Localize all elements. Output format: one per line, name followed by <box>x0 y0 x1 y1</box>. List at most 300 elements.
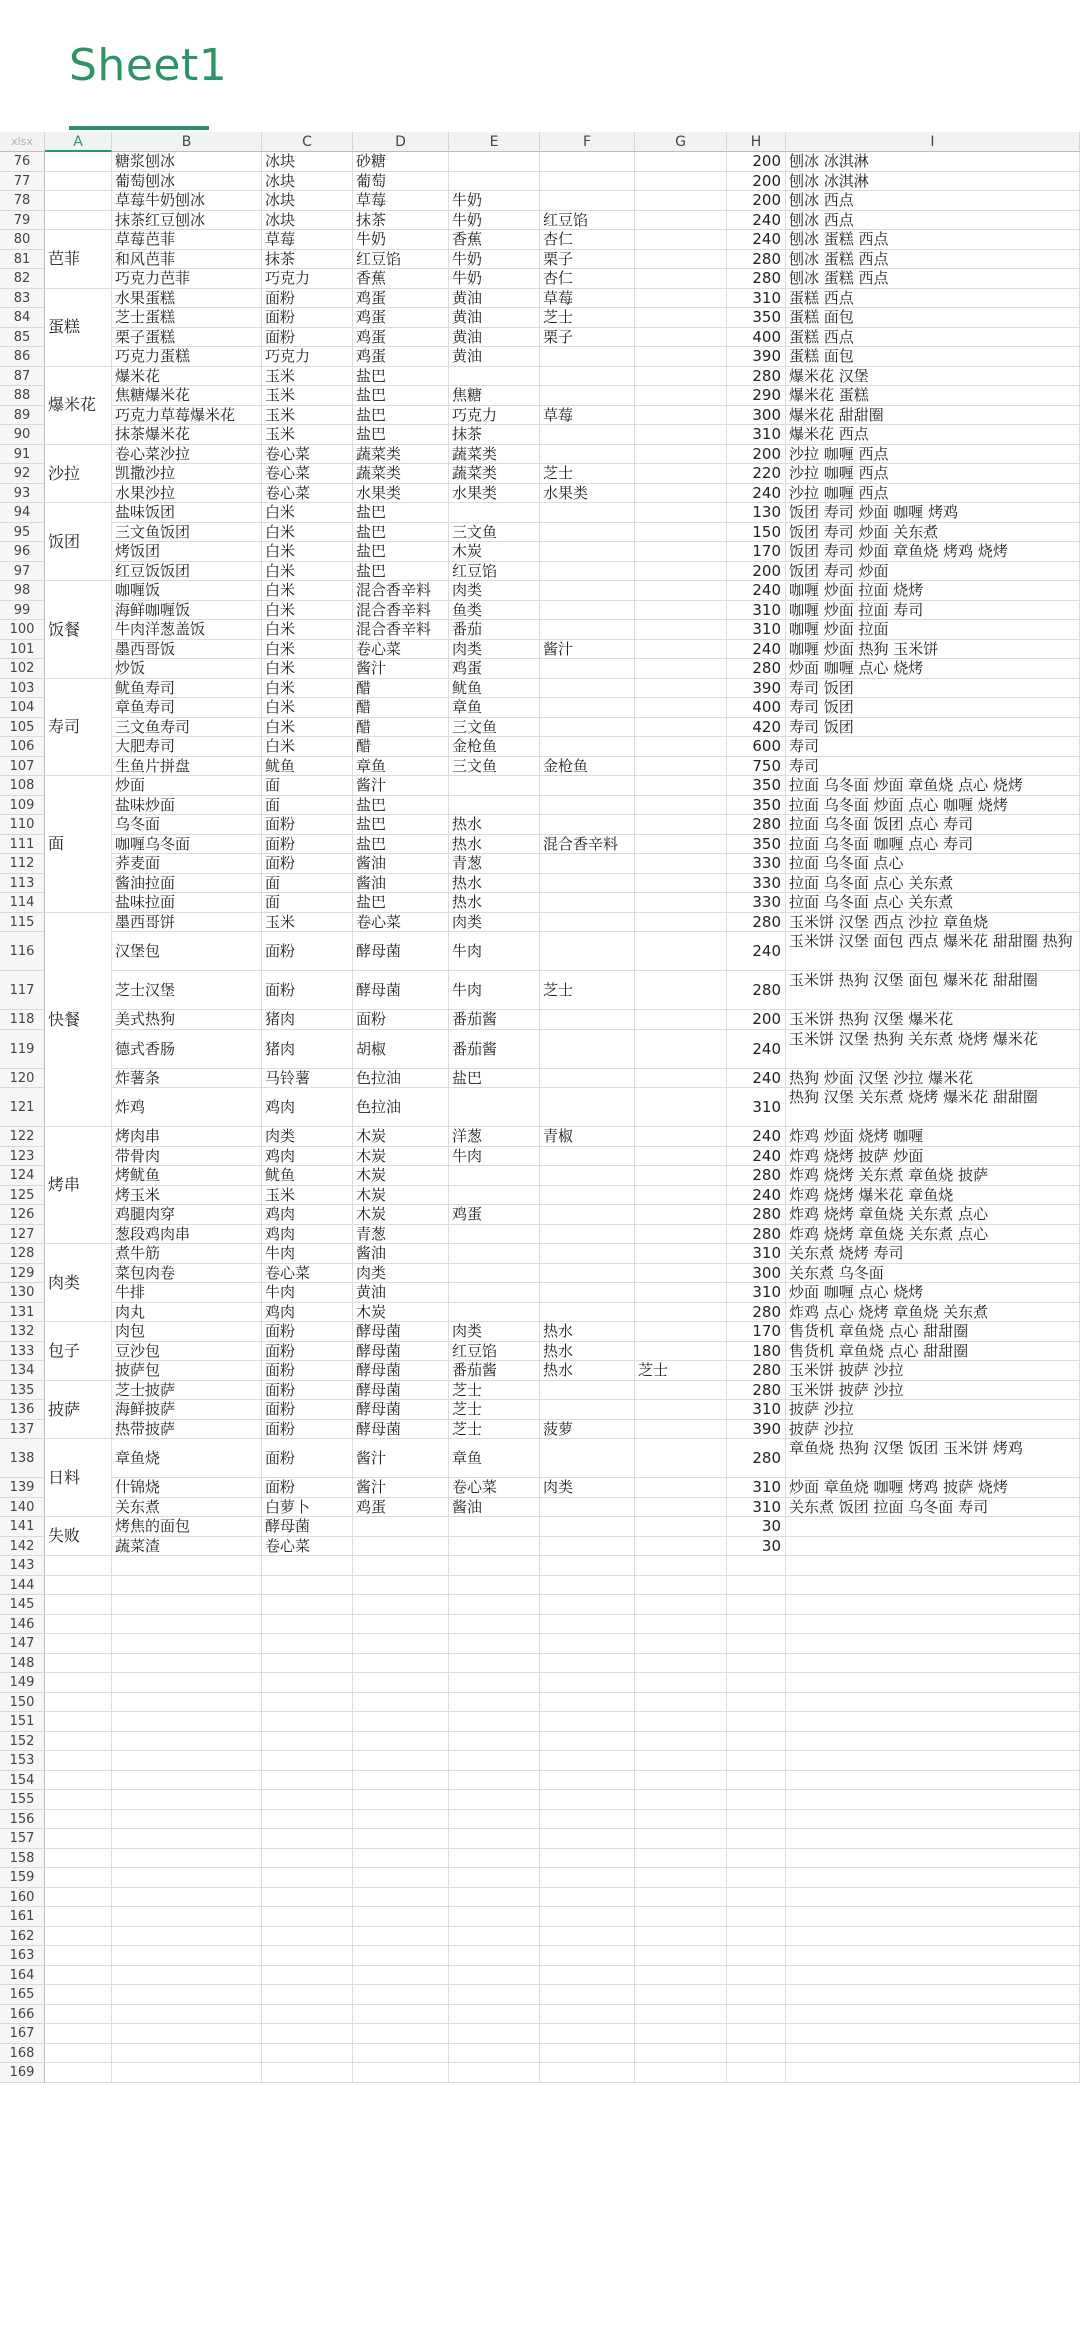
cell-d-empty[interactable] <box>353 1790 449 1810</box>
cell-h-empty[interactable] <box>727 1654 786 1674</box>
cell-g[interactable] <box>635 1478 727 1498</box>
cell-b[interactable]: 德式香肠 <box>112 1030 262 1069</box>
cell-g[interactable] <box>635 367 727 387</box>
cell-c[interactable]: 卷心菜 <box>262 484 353 504</box>
row-number[interactable]: 83 <box>0 289 45 309</box>
cell-f[interactable] <box>540 1498 635 1518</box>
cell-i[interactable]: 炸鸡 烧烤 关东煮 章鱼烧 披萨 <box>786 1166 1080 1186</box>
cell-d[interactable]: 鸡蛋 <box>353 328 449 348</box>
cell-b[interactable]: 烤肉串 <box>112 1127 262 1147</box>
cell-b[interactable]: 热带披萨 <box>112 1420 262 1440</box>
cell-b[interactable]: 带骨肉 <box>112 1147 262 1167</box>
cell-g[interactable] <box>635 523 727 543</box>
cell-i[interactable]: 刨冰 冰淇淋 <box>786 172 1080 192</box>
row-number[interactable]: 148 <box>0 1654 45 1674</box>
category-cell[interactable]: 包子 <box>45 1322 112 1381</box>
row-number[interactable]: 106 <box>0 737 45 757</box>
cell-d[interactable]: 酱油 <box>353 854 449 874</box>
cell-c-empty[interactable] <box>262 1810 353 1830</box>
cell-d-empty[interactable] <box>353 1576 449 1596</box>
cell-c-empty[interactable] <box>262 1985 353 2005</box>
cell-i[interactable]: 玉米饼 披萨 沙拉 <box>786 1361 1080 1381</box>
cell-e[interactable] <box>449 152 540 172</box>
cell-d-empty[interactable] <box>353 1985 449 2005</box>
cell-d[interactable]: 青葱 <box>353 1225 449 1245</box>
cell-f[interactable] <box>540 367 635 387</box>
row-number[interactable]: 101 <box>0 640 45 660</box>
cell-i-empty[interactable] <box>786 2024 1080 2044</box>
row-number[interactable]: 97 <box>0 562 45 582</box>
cell-e-empty[interactable] <box>449 1732 540 1752</box>
row-number[interactable]: 114 <box>0 893 45 913</box>
cell-f[interactable] <box>540 1264 635 1284</box>
cell-h-empty[interactable] <box>727 1771 786 1791</box>
cell-i-empty[interactable] <box>786 1576 1080 1596</box>
cell-d[interactable]: 胡椒 <box>353 1030 449 1069</box>
cell-c[interactable]: 巧克力 <box>262 347 353 367</box>
cell-d[interactable]: 面粉 <box>353 1010 449 1030</box>
cell-b[interactable]: 巧克力草莓爆米花 <box>112 406 262 426</box>
cell-i[interactable]: 炒面 咖喱 点心 烧烤 <box>786 659 1080 679</box>
cell-i[interactable]: 饭团 寿司 炒面 关东煮 <box>786 523 1080 543</box>
cell-i[interactable]: 关东煮 乌冬面 <box>786 1264 1080 1284</box>
row-number[interactable]: 109 <box>0 796 45 816</box>
cell-b[interactable]: 肉包 <box>112 1322 262 1342</box>
cell-i[interactable]: 沙拉 咖喱 西点 <box>786 464 1080 484</box>
cell-f[interactable] <box>540 1517 635 1537</box>
cell-g[interactable] <box>635 1244 727 1264</box>
cell-c[interactable]: 牛肉 <box>262 1244 353 1264</box>
cell-d[interactable]: 鸡蛋 <box>353 1498 449 1518</box>
cell-c[interactable]: 白萝卜 <box>262 1498 353 1518</box>
cell-h-empty[interactable] <box>727 1712 786 1732</box>
cell-g[interactable] <box>635 776 727 796</box>
cell-c[interactable]: 面粉 <box>262 971 353 1010</box>
cell-b[interactable]: 焦糖爆米花 <box>112 386 262 406</box>
cell-b[interactable]: 鸡腿肉穿 <box>112 1205 262 1225</box>
cell-b[interactable]: 盐味炒面 <box>112 796 262 816</box>
row-number[interactable]: 105 <box>0 718 45 738</box>
cell-d[interactable]: 酱汁 <box>353 659 449 679</box>
cell-h[interactable]: 240 <box>727 1030 786 1069</box>
cell-e[interactable]: 番茄酱 <box>449 1010 540 1030</box>
cell-c[interactable]: 猪肉 <box>262 1010 353 1030</box>
cell-f-empty[interactable] <box>540 2063 635 2083</box>
cell-g[interactable] <box>635 1283 727 1303</box>
cell-b[interactable]: 菜包肉卷 <box>112 1264 262 1284</box>
cell-c-empty[interactable] <box>262 2024 353 2044</box>
cell-b-empty[interactable] <box>112 1673 262 1693</box>
row-number[interactable]: 133 <box>0 1342 45 1362</box>
cell-e[interactable] <box>449 1186 540 1206</box>
cell-d[interactable]: 盐巴 <box>353 406 449 426</box>
column-header-g[interactable]: G <box>635 132 727 152</box>
cell-h-empty[interactable] <box>727 1790 786 1810</box>
cell-f[interactable] <box>540 679 635 699</box>
cell-a-empty[interactable] <box>45 1946 112 1966</box>
cell-c-empty[interactable] <box>262 1712 353 1732</box>
cell-a-empty[interactable] <box>45 1966 112 1986</box>
cell-g-empty[interactable] <box>635 1771 727 1791</box>
cell-g[interactable] <box>635 1127 727 1147</box>
cell-i[interactable]: 拉面 乌冬面 炒面 点心 咖喱 烧烤 <box>786 796 1080 816</box>
cell-d-empty[interactable] <box>353 1732 449 1752</box>
cell-c[interactable]: 马铃薯 <box>262 1069 353 1089</box>
cell-h[interactable]: 200 <box>727 172 786 192</box>
cell-h[interactable]: 240 <box>727 640 786 660</box>
cell-e[interactable]: 牛肉 <box>449 1147 540 1167</box>
cell-e-empty[interactable] <box>449 1576 540 1596</box>
cell-d[interactable]: 鸡蛋 <box>353 347 449 367</box>
cell-e[interactable]: 肉类 <box>449 1322 540 1342</box>
cell-f[interactable] <box>540 932 635 971</box>
cell-c[interactable]: 白米 <box>262 737 353 757</box>
row-number[interactable]: 164 <box>0 1966 45 1986</box>
cell-f[interactable] <box>540 1030 635 1069</box>
cell-g-empty[interactable] <box>635 2005 727 2025</box>
cell-h[interactable]: 350 <box>727 776 786 796</box>
cell-f-empty[interactable] <box>540 1829 635 1849</box>
cell-f[interactable]: 红豆馅 <box>540 211 635 231</box>
category-cell[interactable]: 爆米花 <box>45 367 112 445</box>
cell-i[interactable]: 蛋糕 西点 <box>786 328 1080 348</box>
cell-d-empty[interactable] <box>353 2024 449 2044</box>
cell-b-empty[interactable] <box>112 1634 262 1654</box>
cell-f[interactable] <box>540 152 635 172</box>
cell-d[interactable]: 酵母菌 <box>353 932 449 971</box>
cell-i[interactable]: 披萨 沙拉 <box>786 1420 1080 1440</box>
cell-c[interactable]: 面 <box>262 893 353 913</box>
cell-c[interactable]: 白米 <box>262 523 353 543</box>
cell-f[interactable] <box>540 1439 635 1478</box>
cell-b[interactable]: 葱段鸡肉串 <box>112 1225 262 1245</box>
row-number[interactable]: 99 <box>0 601 45 621</box>
cell-b[interactable]: 烤玉米 <box>112 1186 262 1206</box>
row-number[interactable]: 79 <box>0 211 45 231</box>
cell-b[interactable]: 关东煮 <box>112 1498 262 1518</box>
cell-d[interactable]: 酵母菌 <box>353 1381 449 1401</box>
cell-b[interactable]: 炒饭 <box>112 659 262 679</box>
cell-e[interactable] <box>449 367 540 387</box>
cell-i-empty[interactable] <box>786 1615 1080 1635</box>
cell-b[interactable]: 汉堡包 <box>112 932 262 971</box>
cell-f[interactable] <box>540 445 635 465</box>
cell-d-empty[interactable] <box>353 1868 449 1888</box>
row-number[interactable]: 155 <box>0 1790 45 1810</box>
cell-b[interactable]: 红豆饭饭团 <box>112 562 262 582</box>
cell-i-empty[interactable] <box>786 1693 1080 1713</box>
row-number[interactable]: 88 <box>0 386 45 406</box>
cell-a-empty[interactable] <box>45 1556 112 1576</box>
cell-f-empty[interactable] <box>540 2044 635 2064</box>
cell-c-empty[interactable] <box>262 2044 353 2064</box>
row-number[interactable]: 130 <box>0 1283 45 1303</box>
cell-i-empty[interactable] <box>786 1868 1080 1888</box>
cell-c-empty[interactable] <box>262 1732 353 1752</box>
cell-g[interactable] <box>635 1537 727 1557</box>
cell-h-empty[interactable] <box>727 1868 786 1888</box>
cell-d[interactable]: 酵母菌 <box>353 1322 449 1342</box>
cell-b[interactable]: 酱油拉面 <box>112 874 262 894</box>
cell-c[interactable]: 草莓 <box>262 230 353 250</box>
cell-f[interactable] <box>540 1225 635 1245</box>
cell-i-empty[interactable] <box>786 2063 1080 2083</box>
cell-f-empty[interactable] <box>540 2024 635 2044</box>
cell-d[interactable]: 酵母菌 <box>353 1342 449 1362</box>
cell-b[interactable]: 豆沙包 <box>112 1342 262 1362</box>
cell-c[interactable]: 面 <box>262 874 353 894</box>
row-number[interactable]: 82 <box>0 269 45 289</box>
cell-c-empty[interactable] <box>262 1654 353 1674</box>
cell-f[interactable] <box>540 542 635 562</box>
cell-e[interactable]: 番茄酱 <box>449 1030 540 1069</box>
cell-g[interactable] <box>635 152 727 172</box>
cell-a-empty[interactable] <box>45 1595 112 1615</box>
cell-g[interactable] <box>635 269 727 289</box>
row-number[interactable]: 98 <box>0 581 45 601</box>
cell-i[interactable]: 饭团 寿司 炒面 章鱼烧 烤鸡 烧烤 <box>786 542 1080 562</box>
cell-g[interactable] <box>635 172 727 192</box>
cell-d[interactable]: 酱汁 <box>353 776 449 796</box>
cell-e[interactable] <box>449 1244 540 1264</box>
cell-e-empty[interactable] <box>449 1595 540 1615</box>
cell-b[interactable]: 鱿鱼寿司 <box>112 679 262 699</box>
cell-e-empty[interactable] <box>449 1927 540 1947</box>
cell-g[interactable] <box>635 1420 727 1440</box>
row-number[interactable]: 140 <box>0 1498 45 1518</box>
cell-c[interactable]: 面粉 <box>262 1420 353 1440</box>
cell-d[interactable]: 盐巴 <box>353 523 449 543</box>
row-number[interactable]: 138 <box>0 1439 45 1478</box>
cell-h-empty[interactable] <box>727 1634 786 1654</box>
cell-c[interactable]: 卷心菜 <box>262 464 353 484</box>
cell-f[interactable] <box>540 913 635 933</box>
cell-d-empty[interactable] <box>353 1712 449 1732</box>
cell-g-empty[interactable] <box>635 1673 727 1693</box>
cell-b[interactable]: 烤焦的面包 <box>112 1517 262 1537</box>
cell-e[interactable]: 番茄酱 <box>449 1361 540 1381</box>
cell-c[interactable]: 白米 <box>262 562 353 582</box>
cell-b-empty[interactable] <box>112 1946 262 1966</box>
cell-d-empty[interactable] <box>353 1829 449 1849</box>
cell-d[interactable]: 酵母菌 <box>353 971 449 1010</box>
cell-f[interactable] <box>540 1147 635 1167</box>
cell-a-empty[interactable] <box>45 2044 112 2064</box>
row-number[interactable]: 84 <box>0 308 45 328</box>
cell-f[interactable] <box>540 1166 635 1186</box>
cell-b[interactable]: 章鱼烧 <box>112 1439 262 1478</box>
cell-h[interactable]: 280 <box>727 1381 786 1401</box>
cell-b-empty[interactable] <box>112 1556 262 1576</box>
cell-g[interactable] <box>635 1069 727 1089</box>
cell-e-empty[interactable] <box>449 1654 540 1674</box>
cell-c[interactable]: 卷心菜 <box>262 1537 353 1557</box>
cell-h-empty[interactable] <box>727 1907 786 1927</box>
cell-b-empty[interactable] <box>112 2024 262 2044</box>
cell-i-empty[interactable] <box>786 2044 1080 2064</box>
row-number[interactable]: 127 <box>0 1225 45 1245</box>
cell-h[interactable]: 240 <box>727 484 786 504</box>
cell-g[interactable] <box>635 835 727 855</box>
cell-c[interactable]: 面 <box>262 776 353 796</box>
cell-h[interactable]: 310 <box>727 1244 786 1264</box>
cell-c[interactable]: 白米 <box>262 659 353 679</box>
cell-f[interactable]: 草莓 <box>540 406 635 426</box>
cell-i[interactable]: 炸鸡 点心 烧烤 章鱼烧 关东煮 <box>786 1303 1080 1323</box>
cell-e-empty[interactable] <box>449 1946 540 1966</box>
cell-e[interactable] <box>449 1166 540 1186</box>
cell-h[interactable]: 280 <box>727 1361 786 1381</box>
cell-i-empty[interactable] <box>786 2005 1080 2025</box>
cell-d[interactable]: 木炭 <box>353 1127 449 1147</box>
cell-f-empty[interactable] <box>540 2005 635 2025</box>
cell-d[interactable]: 酵母菌 <box>353 1400 449 1420</box>
cell-i[interactable]: 蛋糕 面包 <box>786 308 1080 328</box>
cell-c[interactable]: 面粉 <box>262 1439 353 1478</box>
cell-i-empty[interactable] <box>786 1849 1080 1869</box>
cell-i[interactable]: 沙拉 咖喱 西点 <box>786 445 1080 465</box>
cell-a[interactable] <box>45 211 112 231</box>
cell-i[interactable]: 寿司 饭团 <box>786 679 1080 699</box>
cell-a-empty[interactable] <box>45 1673 112 1693</box>
cell-g[interactable] <box>635 620 727 640</box>
cell-f[interactable] <box>540 1400 635 1420</box>
cell-e[interactable]: 卷心菜 <box>449 1478 540 1498</box>
cell-c-empty[interactable] <box>262 1615 353 1635</box>
row-number[interactable]: 149 <box>0 1673 45 1693</box>
cell-d[interactable]: 卷心菜 <box>353 640 449 660</box>
cell-i[interactable]: 寿司 <box>786 757 1080 777</box>
cell-d-empty[interactable] <box>353 1946 449 1966</box>
cell-f[interactable]: 热水 <box>540 1342 635 1362</box>
cell-e-empty[interactable] <box>449 1829 540 1849</box>
cell-e[interactable]: 牛肉 <box>449 932 540 971</box>
row-number[interactable]: 125 <box>0 1186 45 1206</box>
cell-b[interactable]: 披萨包 <box>112 1361 262 1381</box>
cell-c[interactable]: 卷心菜 <box>262 1264 353 1284</box>
cell-c[interactable]: 白米 <box>262 679 353 699</box>
cell-g[interactable] <box>635 1088 727 1127</box>
cell-d[interactable]: 色拉油 <box>353 1088 449 1127</box>
cell-d[interactable]: 酱油 <box>353 1244 449 1264</box>
cell-h[interactable]: 240 <box>727 1147 786 1167</box>
cell-h[interactable]: 200 <box>727 152 786 172</box>
category-cell[interactable]: 日料 <box>45 1439 112 1517</box>
row-number[interactable]: 113 <box>0 874 45 894</box>
row-number[interactable]: 137 <box>0 1420 45 1440</box>
cell-e[interactable]: 蔬菜类 <box>449 464 540 484</box>
cell-e[interactable]: 木炭 <box>449 542 540 562</box>
cell-f[interactable] <box>540 425 635 445</box>
row-number[interactable]: 158 <box>0 1849 45 1869</box>
cell-f[interactable] <box>540 737 635 757</box>
row-number[interactable]: 87 <box>0 367 45 387</box>
cell-g-empty[interactable] <box>635 1985 727 2005</box>
cell-b[interactable]: 草莓芭菲 <box>112 230 262 250</box>
cell-g[interactable] <box>635 191 727 211</box>
cell-f[interactable] <box>540 874 635 894</box>
cell-c-empty[interactable] <box>262 1849 353 1869</box>
cell-e[interactable]: 青葱 <box>449 854 540 874</box>
cell-h[interactable]: 280 <box>727 367 786 387</box>
cell-d[interactable]: 盐巴 <box>353 542 449 562</box>
cell-f[interactable]: 芝士 <box>540 971 635 1010</box>
cell-d[interactable]: 砂糖 <box>353 152 449 172</box>
row-number[interactable]: 120 <box>0 1069 45 1089</box>
cell-d[interactable]: 酵母菌 <box>353 1420 449 1440</box>
cell-e[interactable] <box>449 1264 540 1284</box>
cell-b[interactable]: 抹茶红豆刨冰 <box>112 211 262 231</box>
cell-c[interactable]: 鸡肉 <box>262 1205 353 1225</box>
cell-e[interactable]: 三文鱼 <box>449 718 540 738</box>
cell-i[interactable]: 爆米花 西点 <box>786 425 1080 445</box>
row-number[interactable]: 117 <box>0 971 45 1010</box>
cell-g-empty[interactable] <box>635 1888 727 1908</box>
cell-e[interactable]: 章鱼 <box>449 698 540 718</box>
row-number[interactable]: 121 <box>0 1088 45 1127</box>
cell-f-empty[interactable] <box>540 1654 635 1674</box>
row-number[interactable]: 165 <box>0 1985 45 2005</box>
cell-c[interactable]: 玉米 <box>262 425 353 445</box>
cell-i[interactable]: 关东煮 烧烤 寿司 <box>786 1244 1080 1264</box>
cell-h-empty[interactable] <box>727 1732 786 1752</box>
cell-h[interactable]: 420 <box>727 718 786 738</box>
cell-h-empty[interactable] <box>727 1576 786 1596</box>
row-number[interactable]: 152 <box>0 1732 45 1752</box>
cell-i[interactable]: 爆米花 汉堡 <box>786 367 1080 387</box>
cell-i[interactable]: 炸鸡 烧烤 披萨 炒面 <box>786 1147 1080 1167</box>
cell-e-empty[interactable] <box>449 1771 540 1791</box>
cell-d-empty[interactable] <box>353 1595 449 1615</box>
cell-a-empty[interactable] <box>45 1576 112 1596</box>
category-cell[interactable]: 寿司 <box>45 679 112 777</box>
cell-d[interactable]: 蔬菜类 <box>353 464 449 484</box>
cell-i[interactable]: 炸鸡 烧烤 章鱼烧 关东煮 点心 <box>786 1225 1080 1245</box>
cell-b[interactable]: 抹茶爆米花 <box>112 425 262 445</box>
row-number[interactable]: 126 <box>0 1205 45 1225</box>
row-number[interactable]: 115 <box>0 913 45 933</box>
cell-e[interactable]: 芝士 <box>449 1420 540 1440</box>
row-number[interactable]: 139 <box>0 1478 45 1498</box>
cell-d[interactable]: 盐巴 <box>353 796 449 816</box>
cell-d[interactable]: 木炭 <box>353 1205 449 1225</box>
cell-d[interactable]: 木炭 <box>353 1166 449 1186</box>
cell-e[interactable]: 红豆馅 <box>449 1342 540 1362</box>
row-number[interactable]: 104 <box>0 698 45 718</box>
cell-g-empty[interactable] <box>635 2044 727 2064</box>
row-number[interactable]: 129 <box>0 1264 45 1284</box>
cell-i[interactable]: 售货机 章鱼烧 点心 甜甜圈 <box>786 1342 1080 1362</box>
category-cell[interactable]: 烤串 <box>45 1127 112 1244</box>
category-cell[interactable]: 饭餐 <box>45 581 112 679</box>
cell-b-empty[interactable] <box>112 2044 262 2064</box>
row-number[interactable]: 153 <box>0 1751 45 1771</box>
cell-c[interactable]: 面粉 <box>262 1400 353 1420</box>
cell-b[interactable]: 炸鸡 <box>112 1088 262 1127</box>
cell-e[interactable]: 洋葱 <box>449 1127 540 1147</box>
cell-f[interactable] <box>540 1283 635 1303</box>
cell-g-empty[interactable] <box>635 1790 727 1810</box>
cell-b[interactable]: 海鲜披萨 <box>112 1400 262 1420</box>
row-number[interactable]: 151 <box>0 1712 45 1732</box>
cell-h-empty[interactable] <box>727 1985 786 2005</box>
cell-e[interactable]: 三文鱼 <box>449 757 540 777</box>
cell-i[interactable]: 炒面 章鱼烧 咖喱 烤鸡 披萨 烧烤 <box>786 1478 1080 1498</box>
row-number[interactable]: 122 <box>0 1127 45 1147</box>
row-number[interactable]: 142 <box>0 1537 45 1557</box>
cell-c-empty[interactable] <box>262 1576 353 1596</box>
cell-b-empty[interactable] <box>112 1751 262 1771</box>
